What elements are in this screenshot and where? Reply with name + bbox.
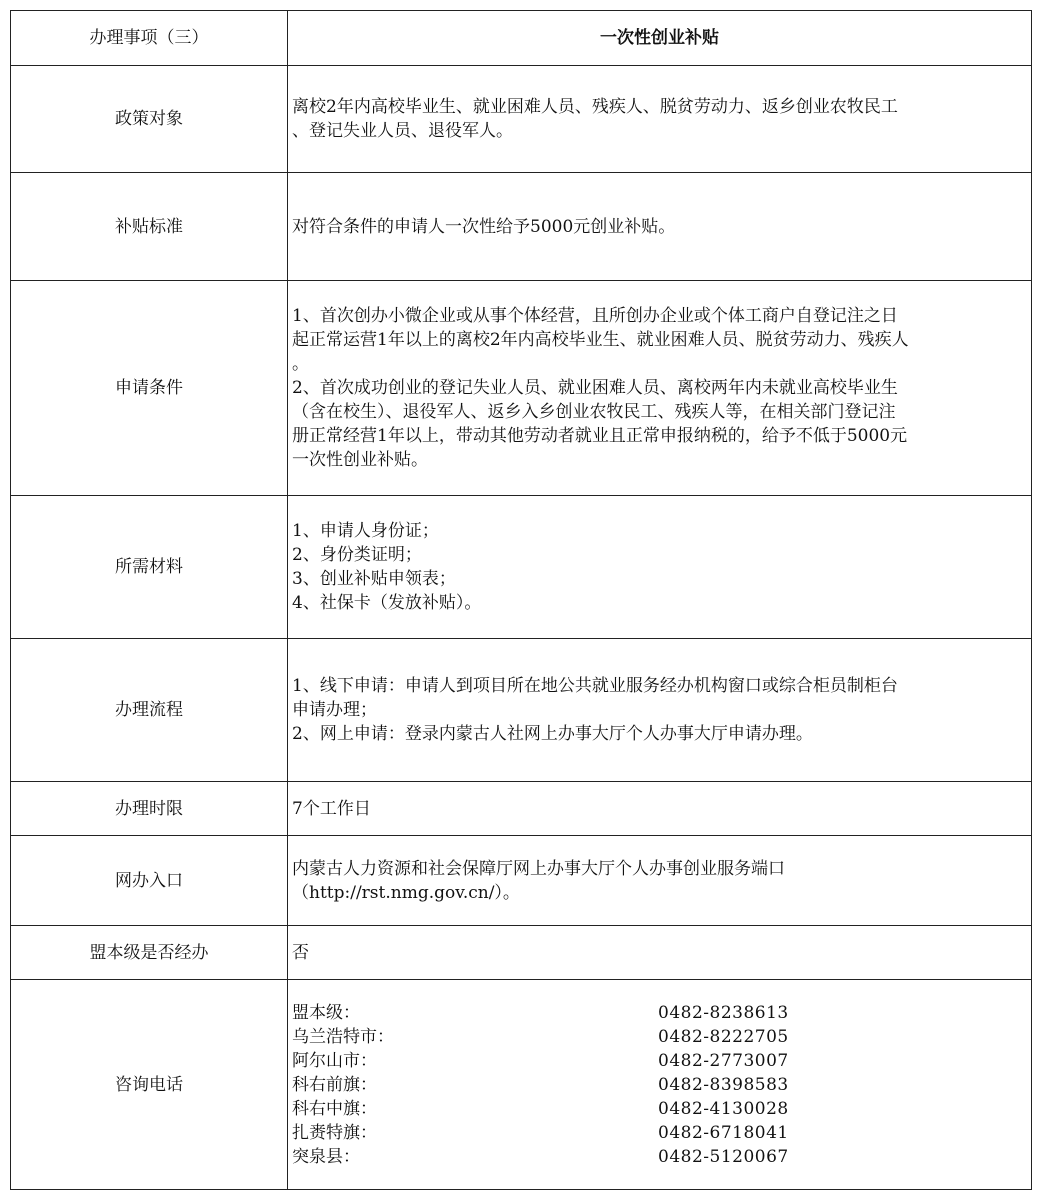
header-label: 办理事项（三） bbox=[11, 11, 288, 66]
phone-entry bbox=[292, 1145, 1027, 1169]
materials-item: 4、社保卡（发放补贴）。 bbox=[292, 593, 482, 613]
row-league-level bbox=[11, 926, 1032, 980]
content-process bbox=[288, 639, 1032, 782]
phone-number: 0482-4130028 bbox=[658, 1098, 789, 1119]
row-time-limit bbox=[11, 782, 1032, 836]
content-conditions bbox=[288, 281, 1032, 496]
phone-number: 0482-8222705 bbox=[658, 1026, 789, 1047]
phone-entry bbox=[292, 1121, 1027, 1145]
label-subsidy-standard: 补贴标准 bbox=[11, 173, 288, 281]
row-materials bbox=[11, 496, 1032, 639]
content-time-limit: 7个工作日 bbox=[288, 782, 1032, 836]
header-title: 一次性创业补贴 bbox=[288, 11, 1032, 66]
row-subsidy-standard bbox=[11, 173, 1032, 281]
phone-name: 突泉县： bbox=[292, 1146, 360, 1167]
phone-name: 科右中旗： bbox=[292, 1098, 377, 1119]
conditions-line: 1、首次创办小微企业或从事个体经营，且所创办企业或个体工商户自登记注之日 bbox=[292, 306, 898, 326]
process-line: 申请办理； bbox=[292, 700, 377, 720]
materials-item: 3、创业补贴申领表； bbox=[292, 569, 456, 589]
online-entry-line: 内蒙古人力资源和社会保障厅网上办事大厅个人办事创业服务端口 bbox=[292, 858, 785, 879]
materials-item: 2、身份类证明； bbox=[292, 545, 422, 565]
phone-number: 0482-6718041 bbox=[658, 1122, 789, 1143]
phone-entry bbox=[292, 1073, 1027, 1097]
row-policy-target bbox=[11, 66, 1032, 173]
phone-entry bbox=[292, 1025, 1027, 1049]
content-subsidy-standard: 对符合条件的申请人一次性给予5000元创业补贴。 bbox=[288, 173, 1032, 281]
content-online-entry bbox=[288, 836, 1032, 926]
phone-entry bbox=[292, 1001, 1027, 1025]
phone-entry bbox=[292, 1097, 1027, 1121]
policy-target-line: 、登记失业人员、退役军人。 bbox=[292, 121, 513, 141]
content-policy-target bbox=[288, 66, 1032, 173]
process-line: 1、线下申请：申请人到项目所在地公共就业服务经办机构窗口或综合柜员制柜台 bbox=[292, 676, 898, 696]
label-online-entry: 网办入口 bbox=[11, 836, 288, 926]
conditions-line: 一次性创业补贴。 bbox=[292, 450, 428, 470]
row-process bbox=[11, 639, 1032, 782]
content-materials bbox=[288, 496, 1032, 639]
conditions-line: 2、首次成功创业的登记失业人员、就业困难人员、离校两年内未就业高校毕业生 bbox=[292, 378, 898, 398]
policy-target-line: 离校2年内高校毕业生、就业困难人员、残疾人、脱贫劳动力、返乡创业农牧民工 bbox=[292, 97, 898, 117]
phone-number: 0482-8238613 bbox=[658, 1002, 789, 1023]
label-policy-target: 政策对象 bbox=[11, 66, 288, 173]
online-entry-url[interactable]: （http://rst.nmg.gov.cn/）。 bbox=[292, 882, 520, 903]
phone-number: 0482-5120067 bbox=[658, 1146, 789, 1167]
phone-number: 0482-8398583 bbox=[658, 1074, 789, 1095]
conditions-line: 册正常经营1年以上，带动其他劳动者就业且正常申报纳税的，给予不低于5000元 bbox=[292, 426, 908, 446]
conditions-line: （含在校生）、退役军人、返乡入乡创业农牧民工、残疾人等，在相关部门登记注 bbox=[292, 402, 896, 422]
label-process: 办理流程 bbox=[11, 639, 288, 782]
phone-name: 乌兰浩特市： bbox=[292, 1026, 394, 1047]
row-conditions bbox=[11, 281, 1032, 496]
content-phones bbox=[288, 980, 1032, 1190]
row-phones bbox=[11, 980, 1032, 1190]
label-league-level: 盟本级是否经办 bbox=[11, 926, 288, 980]
phone-name: 阿尔山市： bbox=[292, 1050, 377, 1071]
process-line: 2、网上申请：登录内蒙古人社网上办事大厅个人办事大厅申请办理。 bbox=[292, 724, 813, 744]
label-materials: 所需材料 bbox=[11, 496, 288, 639]
conditions-line: 。 bbox=[292, 354, 309, 374]
policy-table bbox=[10, 10, 1032, 1190]
label-phones: 咨询电话 bbox=[11, 980, 288, 1190]
conditions-line: 起正常运营1年以上的离校2年内高校毕业生、就业困难人员、脱贫劳动力、残疾人 bbox=[292, 330, 909, 350]
phone-name: 盟本级： bbox=[292, 1002, 360, 1023]
label-conditions: 申请条件 bbox=[11, 281, 288, 496]
phone-name: 扎赉特旗： bbox=[292, 1122, 377, 1143]
header-row bbox=[11, 11, 1032, 66]
phone-entry bbox=[292, 1049, 1027, 1073]
label-time-limit: 办理时限 bbox=[11, 782, 288, 836]
phone-name: 科右前旗： bbox=[292, 1074, 377, 1095]
content-league-level: 否 bbox=[288, 926, 1032, 980]
row-online-entry bbox=[11, 836, 1032, 926]
phone-number: 0482-2773007 bbox=[658, 1050, 789, 1071]
materials-item: 1、申请人身份证； bbox=[292, 521, 439, 541]
